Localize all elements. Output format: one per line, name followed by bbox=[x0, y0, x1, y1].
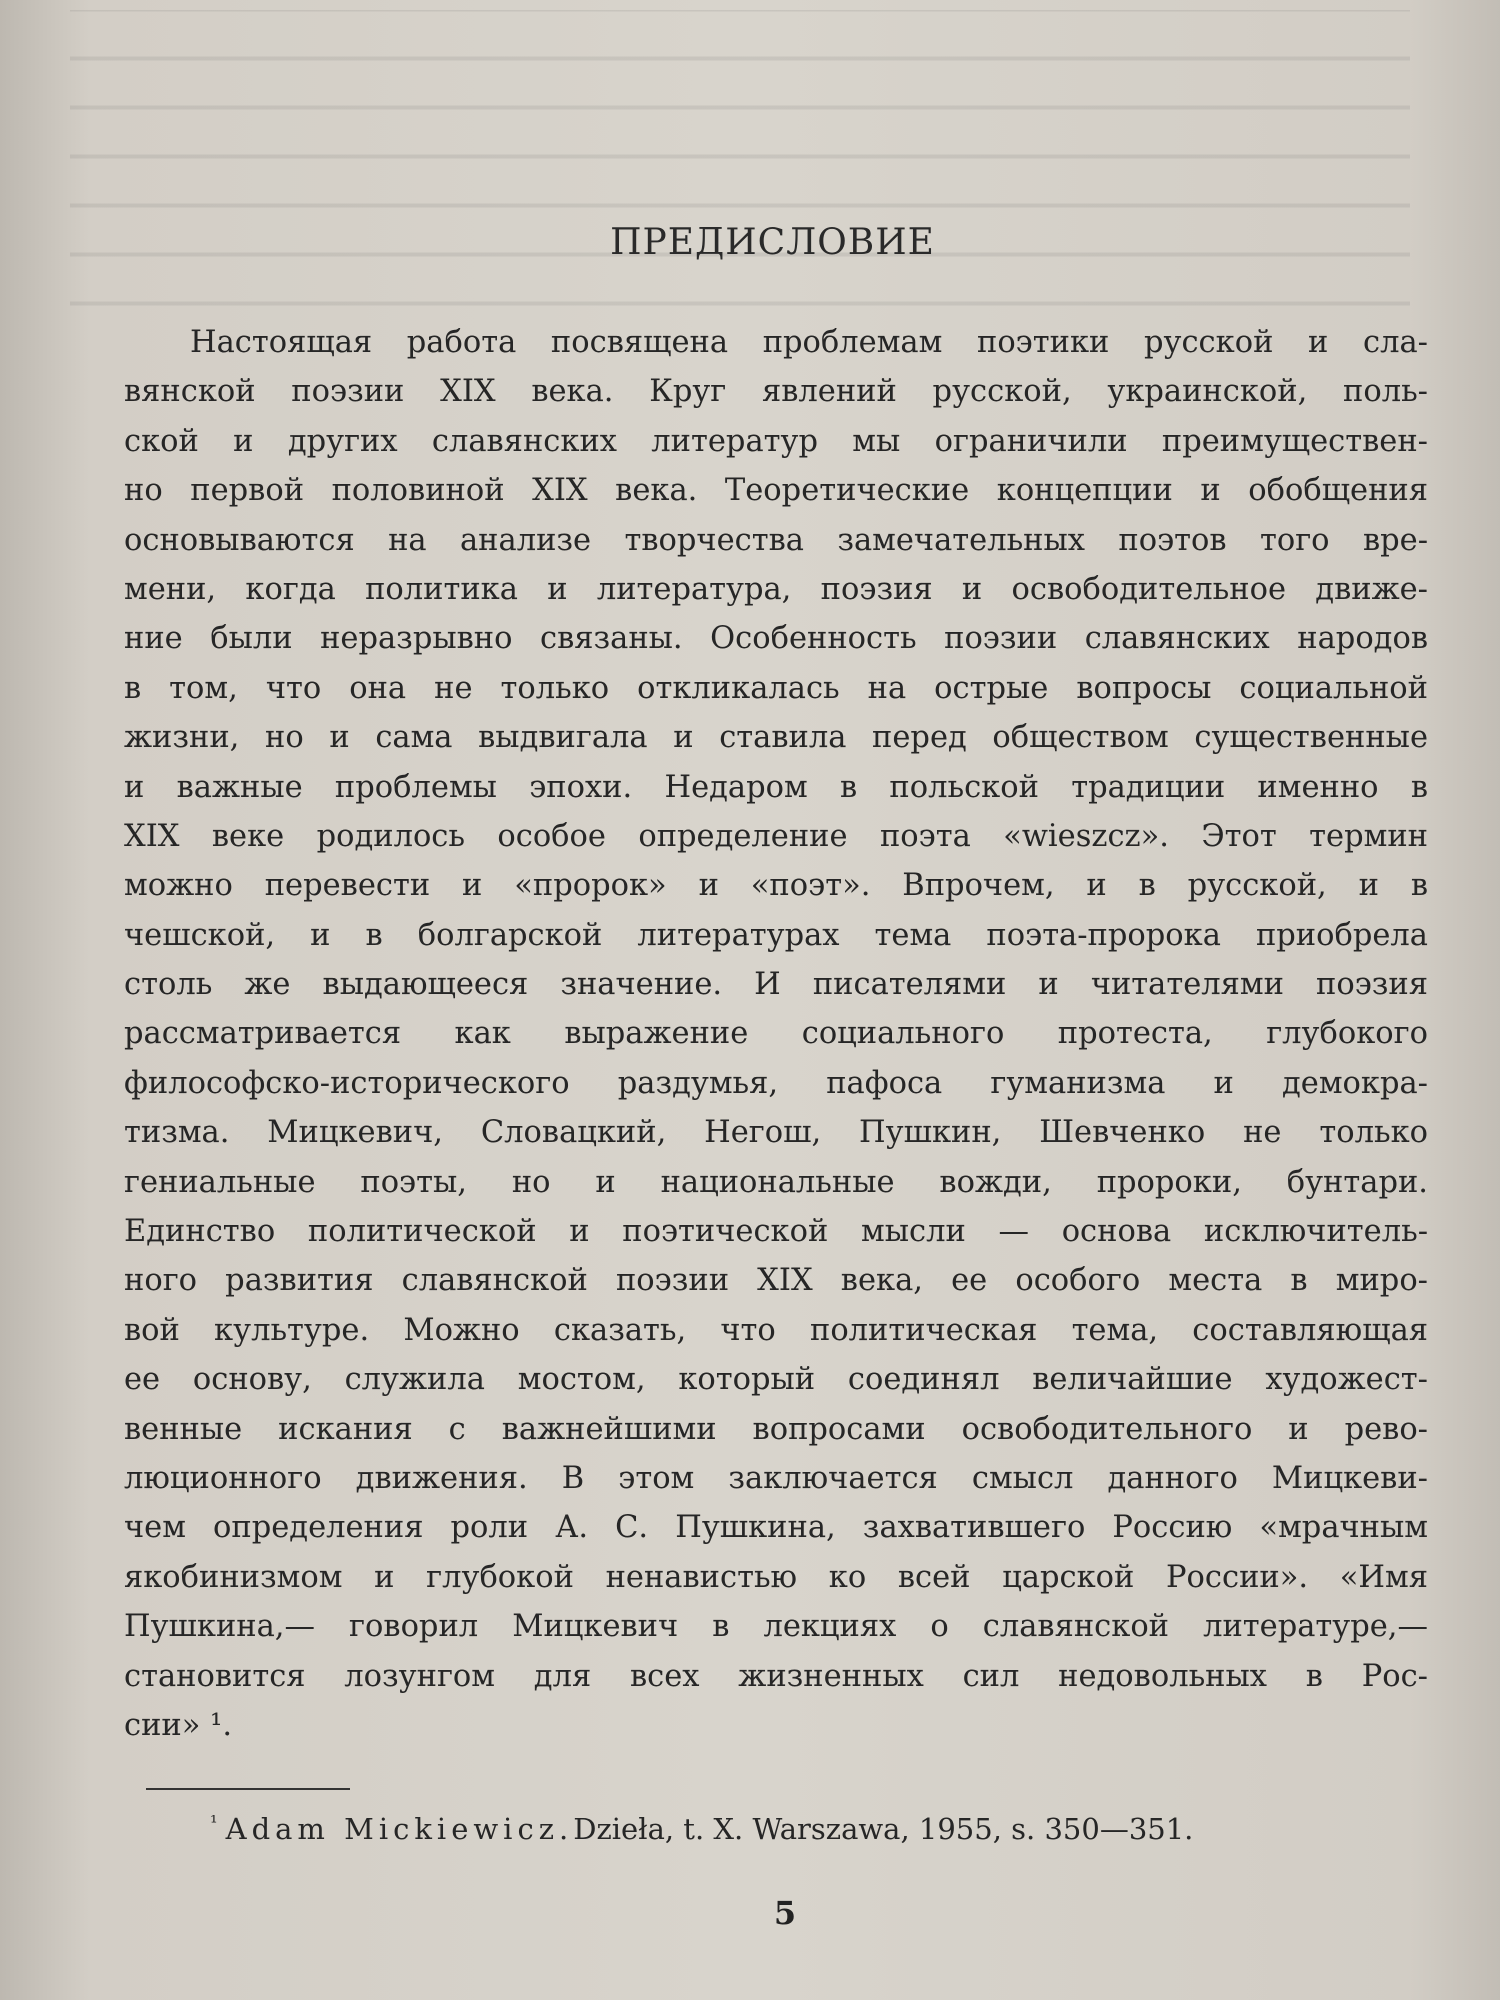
text-line: ного развития славянской поэзии XIX века, ее особого места в миро- bbox=[124, 1263, 1428, 1299]
text-line: чем определения роли А. С. Пушкина, захватившего Россию «мрачным bbox=[124, 1510, 1428, 1546]
text-line: сии» ¹. bbox=[124, 1707, 233, 1743]
text-line: вянской поэзии XIX века. Круг явлений русской, украинской, поль- bbox=[124, 374, 1428, 410]
text-line: люционного движения. В этом заключается смысл данного Мицкеви- bbox=[124, 1460, 1428, 1496]
footnote-text: Dzieła, t. X. Warszawa, 1955, s. 350—351. bbox=[573, 1812, 1194, 1846]
text-line: можно перевести и «пророк» и «поэт». Впрочем, и в русской, и в bbox=[124, 868, 1428, 904]
text-line: ее основу, служила мостом, который соединял величайшие художест- bbox=[124, 1362, 1428, 1398]
footnote-divider bbox=[146, 1788, 350, 1790]
text-line: основываются на анализе творчества замечательных поэтов того вре- bbox=[124, 522, 1428, 558]
text-line: столь же выдающееся значение. И писателями и читателями поэзия bbox=[124, 967, 1428, 1003]
text-line: но первой половиной XIX века. Теоретические концепции и обобщения bbox=[124, 473, 1428, 509]
text-line: Единство политической и поэтической мысли — основа исключитель- bbox=[124, 1214, 1428, 1250]
text-line: мени, когда политика и литература, поэзия и освободительное движе- bbox=[124, 571, 1428, 607]
text-line: ние были неразрывно связаны. Особенность поэзии славянских народов bbox=[124, 621, 1428, 657]
text-line: ской и других славянских литератур мы ограничили преимуществен- bbox=[124, 423, 1428, 459]
text-line: венные искания с важнейшими вопросами освободительного и рево- bbox=[124, 1411, 1428, 1447]
footnote-author: Adam Mickiewicz. bbox=[225, 1812, 574, 1846]
text-line: чешской, и в болгарской литературах тема поэта-пророка приобрела bbox=[124, 917, 1428, 953]
footnote bbox=[210, 1812, 1193, 1846]
bleed-through-shadow bbox=[70, 10, 1410, 340]
text-line: якобинизмом и глубокой ненавистью ко всей царской России». «Имя bbox=[124, 1559, 1428, 1595]
preface-body bbox=[124, 318, 1428, 1750]
text-line: Настоящая работа посвящена проблемам поэтики русской и сла- bbox=[190, 325, 1428, 360]
text-line: Пушкина,— говорил Мицкевич в лекциях о славянской литературе,— bbox=[124, 1609, 1428, 1645]
footnote-mark: ¹ bbox=[210, 1812, 218, 1834]
page-title: ПРЕДИСЛОВИЕ bbox=[610, 222, 935, 263]
text-line: и важные проблемы эпохи. Недаром в польской традиции именно в bbox=[124, 769, 1428, 805]
text-line: рассматривается как выражение социального протеста, глубокого bbox=[124, 1016, 1428, 1052]
text-line: XIX веке родилось особое определение поэта «wieszcz». Этот термин bbox=[124, 818, 1428, 854]
text-line: вой культуре. Можно сказать, что политическая тема, составляющая bbox=[124, 1312, 1428, 1348]
text-line: тизма. Мицкевич, Словацкий, Негош, Пушкин, Шевченко не только bbox=[124, 1115, 1428, 1151]
text-line: в том, что она не только откликалась на острые вопросы социальной bbox=[124, 670, 1428, 706]
text-line: становится лозунгом для всех жизненных сил недовольных в Рос- bbox=[124, 1658, 1428, 1694]
page-number: 5 bbox=[773, 1894, 797, 1932]
text-line: жизни, но и сама выдвигала и ставила перед обществом существенные bbox=[124, 720, 1428, 756]
text-line: гениальные поэты, но и национальные вожди, пророки, бунтари. bbox=[124, 1164, 1428, 1200]
text-line: философско-исторического раздумья, пафоса гуманизма и демокра- bbox=[124, 1065, 1428, 1101]
